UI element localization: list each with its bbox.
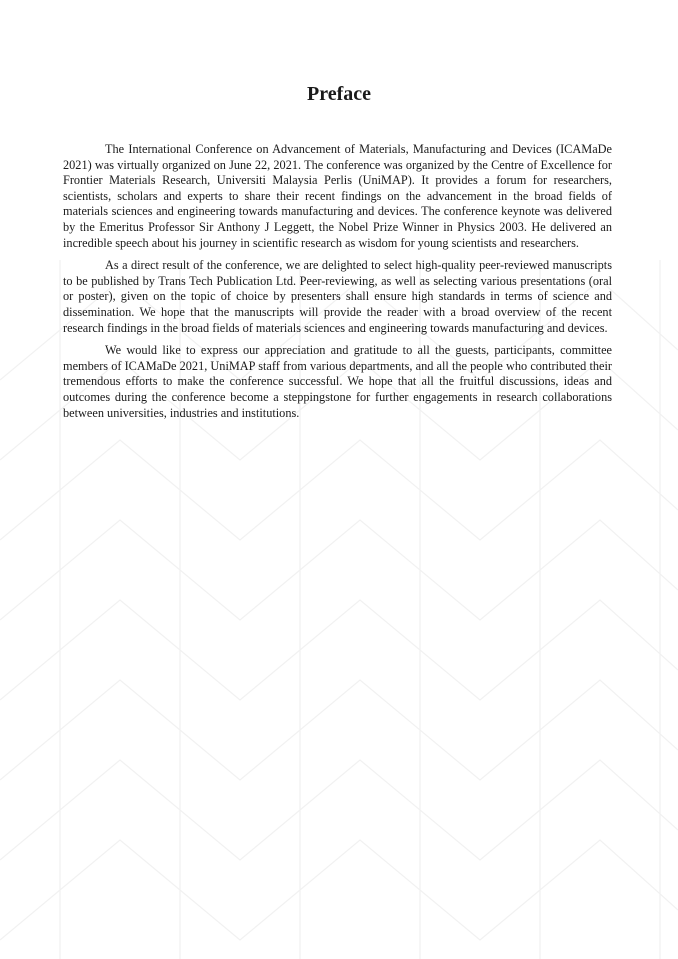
page-title: Preface (306, 83, 372, 105)
preface-body (63, 142, 612, 428)
paragraph-2: As a direct result of the conference, we are delighted to select high-quality peer-reviewed manuscripts to be published by Trans Tech Publication Ltd. Peer-reviewing, as well as selecting various presentations (oral or poster), given on the topic of choice by presenters shall ensure high standards in terms of science and dissemination. We hope that the manuscripts will provide the reader with a broad overview of the recent research findings in the broad fields of materials sciences and engineering towards manufacturing and devices. (63, 258, 612, 335)
paragraph-1: The International Conference on Advancement of Materials, Manufacturing and Devices (ICAMaDe 2021) was virtually organized on June 22, 2021. The conference was organized by the Centre of Excellence for Frontier Materials Research, Universiti Malaysia Perlis (UniMAP). It provides a forum for researchers, scientists, scholars and experts to share their recent findings on the advancement in the broad fields of materials sciences and engineering towards manufacturing and devices. The conference keynote was delivered by the Emeritus Professor Sir Anthony J Leggett, the Nobel Prize Winner in Physics 2003. He delivered an incredible speech about his journey in scientific research as wisdom for young scientists and researchers. (63, 142, 612, 250)
paragraph-3: We would like to express our appreciation and gratitude to all the guests, participants, committee members of ICAMaDe 2021, UniMAP staff from various departments, and all the people who contributed their tremendous efforts to make the conference successful. We hope that all the fruitful discussions, ideas and outcomes during the conference become a steppingstone for further engagements in research collaborations between universities, industries and institutions. (63, 343, 612, 420)
